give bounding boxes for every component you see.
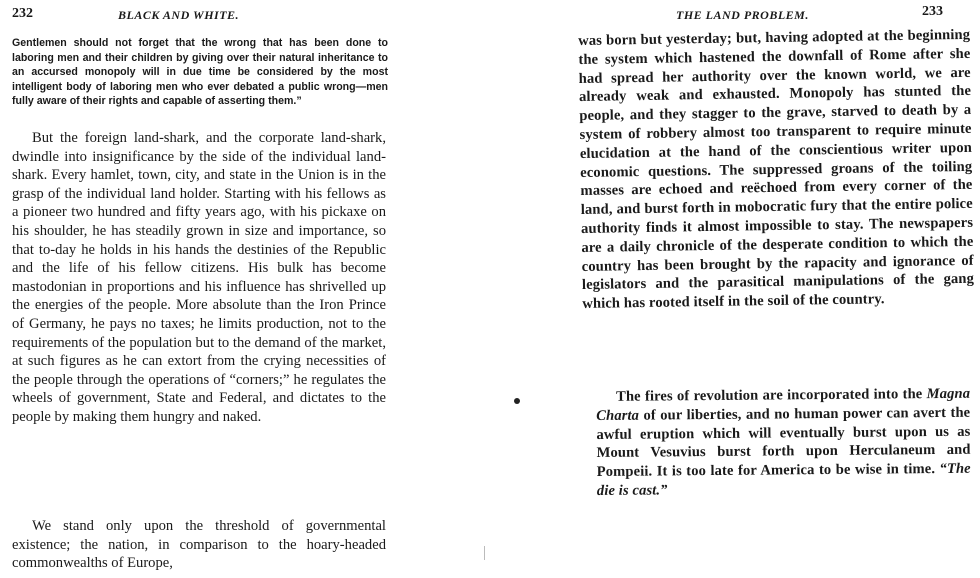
- right-paragraph-2: [596, 385, 971, 501]
- left-page: [0, 0, 400, 578]
- left-page-number: 232: [12, 6, 33, 21]
- right-page-number: 233: [922, 4, 943, 19]
- die-is-cast-quote: “The die is cast.”: [596, 460, 971, 499]
- right-paragraph-1: was born but yesterday; but, having adopted at the beginning the system which hastened the downfall of Rome after she had spread her authority over the known world, we are already weak and exhausted. Monopoly has stunted the people, and they stagger to the grave, starved to death by a system of robbery almost too transparent to require minute elucidation at the hand of the conscientious writer upon economic questions. The suppressed groans of the toiling masses are echoed and reëchoed from every corner of the land, and burst forth in mobocratic fury that the entire police authority finds it almost impossible to stay. The newspapers are a daily chronicle of the desperate condition to which the country has been brought by the rapacity and ignorance of legislators and the parasitical manipulations of the gang which has rooted itself in the soil of the country.: [578, 26, 975, 313]
- right-paragraph-2-start: The fires of revolution are incorporated into the: [616, 386, 923, 405]
- right-page: [560, 0, 980, 578]
- left-running-head: BLACK AND WHITE.: [118, 8, 240, 22]
- gutter-mark: [484, 546, 485, 560]
- left-paragraph-2: We stand only upon the threshold of governmental existence; the nation, in comparison to the hoary-headed commonwealths of Europe,: [12, 518, 386, 572]
- quote-block: Gentlemen should not forget that the wrong that has been done to laboring men and their children by giving over their natural inheritance to an accursed monopoly will in due time be considered by the most intelligent body of laboring men who ever debated a public wrong—men fully aware of their rights and capable of asserting them.”: [12, 37, 388, 107]
- left-paragraph-1: But the foreign land-shark, and the corporate land-shark, dwindle into insignificance by the side of the individual land-shark. Every hamlet, town, city, and state in the Union is in the grasp of the individual land holder. Starting with his fellows as a pioneer two hundred and fifty years ago, with his pickaxe on his shoulder, he has steadily grown in size and importance, so that to-day he holds in his hands the destinies of the Republic and the life of his fellow citizens. His bulk has become mastodonian in proportions and his influence has shrivelled up the energies of the people. More absolute than the Iron Prince of Germany, he pays no taxes; he limits production, not to the requirements of the population but to the demand of the market, at such figures as he can extort from the crying necessities of the people through the operations of “corners;” he regulates the wheels of government, State and Federal, and dictates to the people by making them hungry and naked.: [12, 130, 386, 425]
- magna-charta: Magna Charta: [596, 385, 971, 424]
- ink-dot: [514, 398, 520, 404]
- right-running-head: THE LAND PROBLEM.: [676, 8, 809, 22]
- right-paragraph-2-mid: of our liberties, and no human power can avert the awful eruption which will eventually burst upon us as Mount Vesuvius burst forth upon Herculaneum and Pompeii. It is too late for America to be wise in time.: [596, 404, 971, 481]
